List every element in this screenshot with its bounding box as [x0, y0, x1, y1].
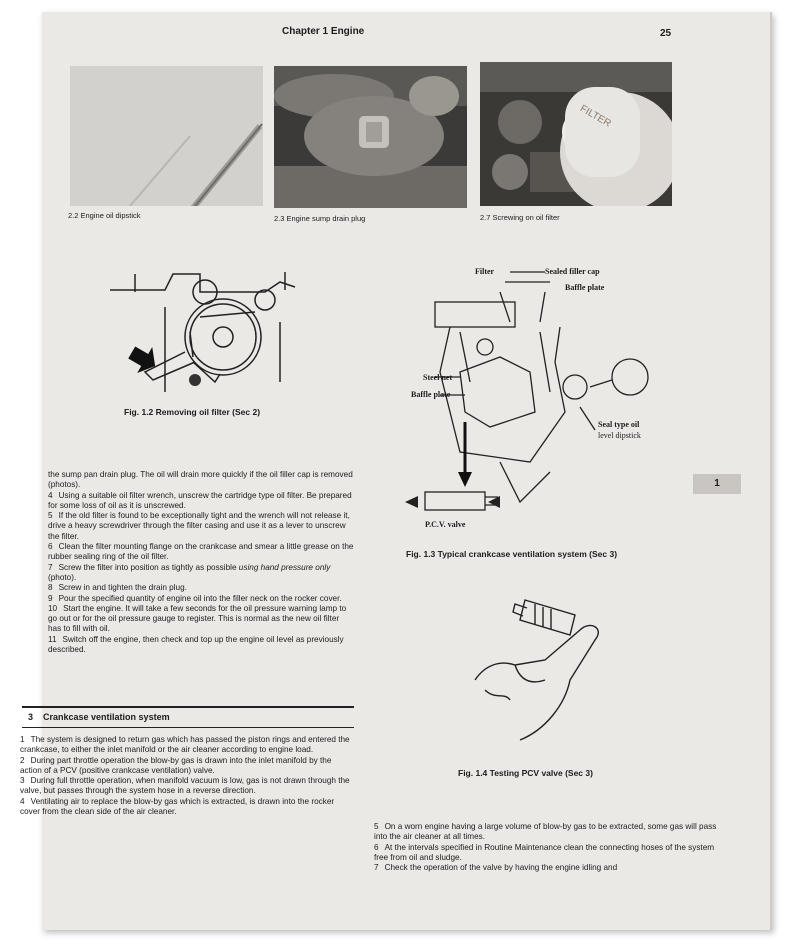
- crankcase-ventilation-diagram: [400, 262, 700, 542]
- label-steel-net: Steel net: [423, 373, 453, 382]
- chapter-tab: 1: [693, 474, 741, 494]
- photo-caption: 2.2 Engine oil dipstick: [68, 211, 141, 220]
- paragraph: the sump pan drain plug. The oil will drain more quickly if the oil filler cap is removed (photos).: [48, 470, 353, 490]
- section-rule-top: [22, 706, 354, 708]
- photo-engine-sump-drain-plug: [274, 66, 467, 208]
- label-baffle-plate-left: Baffle plate: [411, 390, 451, 399]
- photo-engine-oil-dipstick: [70, 66, 263, 206]
- oil-filter-wrench-diagram: [105, 262, 305, 402]
- paragraph: 6 At the intervals specified in Routine Maintenance clean the connecting hoses of the system free from oil and sludge.: [374, 842, 715, 862]
- photo-caption: 2.7 Screwing on oil filter: [480, 213, 560, 222]
- section-3-text: [20, 735, 354, 817]
- paragraph: 11 Switch off the engine, then check and top up the engine oil level as previously described.: [48, 634, 344, 655]
- label-seal-type-oil: Seal type oil: [598, 420, 640, 429]
- dipstick-image: [70, 66, 263, 206]
- fig-caption: Fig. 1.3 Typical crankcase ventilation system (Sec 3): [406, 549, 618, 559]
- fig-caption: Fig. 1.2 Removing oil filter (Sec 2): [124, 407, 261, 417]
- running-head: Chapter 1 Engine: [282, 26, 365, 37]
- label-pcv-valve: P.C.V. valve: [425, 520, 466, 529]
- section-rule-bottom: [22, 727, 354, 728]
- paragraph: 5 If the old filter is found to be exceptionally tight and the wrench will not release it, drive a heavy screwdriver through the filter casing and use it as a lever to unscrew the filter.: [48, 511, 350, 541]
- section-heading: 3 Crankcase ventilation system: [28, 712, 170, 722]
- left-column-text: [48, 470, 354, 655]
- label-filter: Filter: [475, 267, 495, 276]
- oil-filter-image: [480, 62, 672, 206]
- photo-screwing-on-oil-filter: [480, 62, 672, 206]
- svg-text:FILTER: FILTER: [578, 103, 613, 130]
- paragraph: 9 Pour the specified quantity of engine oil into the filler neck on the rocker cover.: [48, 593, 342, 603]
- paragraph: 6 Clean the filter mounting flange on the crankcase and smear a little grease on the rubber sealing ring of the oil filter.: [48, 542, 354, 562]
- paragraph: 10 Start the engine. It will take a few seconds for the oil pressure warning lamp to go out or for the oil pressure gauge to register. This is normal as the new oil filter has to fill with oil.: [48, 603, 347, 634]
- page-number: 25: [660, 28, 672, 39]
- sump-drain-plug-image: [274, 66, 467, 208]
- fig-removing-oil-filter: [105, 262, 305, 407]
- paragraph: 3 During full throttle operation, when manifold vacuum is low, gas is not drawn through the valve, but passes through the system hose in a reverse direction.: [20, 776, 350, 796]
- paragraph: 7 Check the operation of the valve by having the engine idling and: [374, 863, 618, 873]
- label-baffle-plate-top: Baffle plate: [565, 283, 605, 292]
- fig-testing-pcv-valve: [465, 580, 625, 755]
- label-level-dipstick: level dipstick: [598, 431, 641, 440]
- label-sealed-filler-cap: Sealed filler cap: [545, 267, 600, 276]
- paragraph: 4 Ventilating air to replace the blow-by gas which is extracted, is drawn into the rocker cover from the clean side of the air cleaner.: [20, 796, 335, 817]
- paragraph: 1 The system is designed to return gas which has passed the piston rings and entered the crankcase, to either the inlet manifold or the air cleaner according to engine load.: [20, 735, 350, 755]
- pcv-valve-finger-diagram: [465, 580, 625, 750]
- fig-crankcase-ventilation: [400, 262, 700, 547]
- photo-caption: 2.3 Engine sump drain plug: [274, 214, 366, 223]
- paragraph: 2 During part throttle operation the blow-by gas is drawn into the inlet manifold by the action of a PCV (positive crankcase ventilation) valve.: [20, 755, 332, 775]
- paragraph: 4 Using a suitable oil filter wrench, unscrew the cartridge type oil filter. Be prepared for some loss of oil as it is unscrewed.: [48, 490, 352, 510]
- paragraph: 8 Screw in and tighten the drain plug.: [48, 583, 187, 593]
- fig-caption: Fig. 1.4 Testing PCV valve (Sec 3): [458, 768, 593, 778]
- paragraph: 7 Screw the filter into position as tightly as possible using hand pressure only (photo).: [48, 562, 331, 582]
- right-column-text: [374, 822, 722, 873]
- paragraph: 5 On a worn engine having a large volume of blow-by gas to be extracted, some gas will pass into the air cleaner at all times.: [374, 822, 717, 842]
